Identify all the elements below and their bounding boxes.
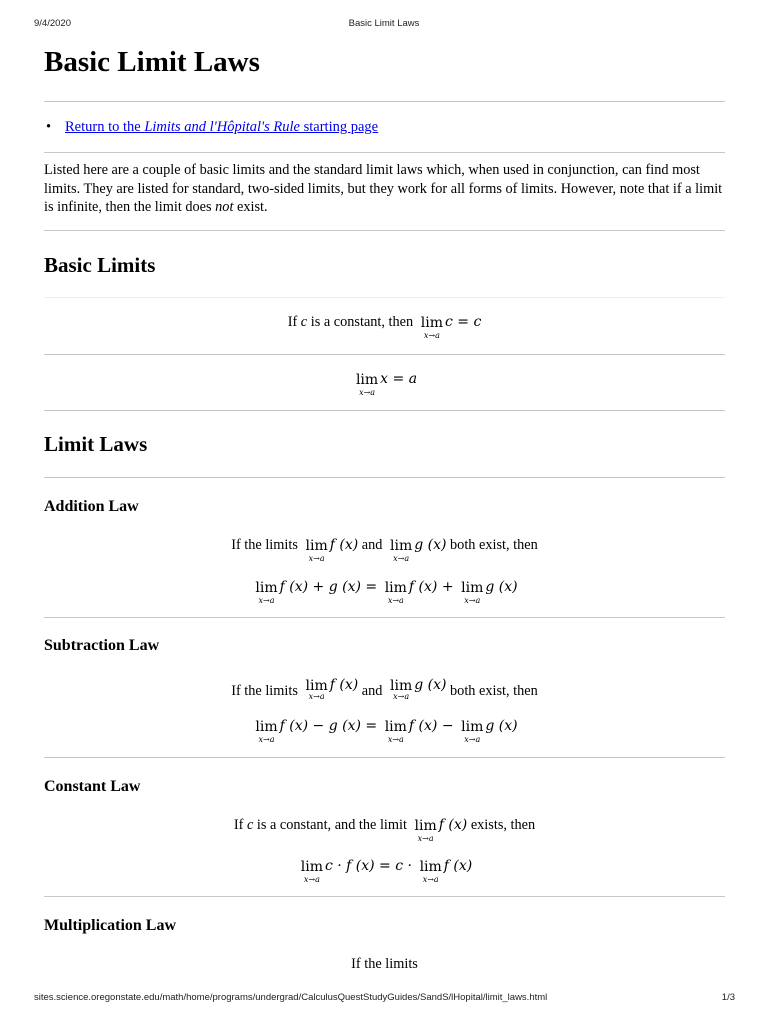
limit-laws-heading: Limit Laws (44, 432, 148, 456)
back-link[interactable]: Return to the Limits and l'Hôpital's Rule starting page (65, 119, 379, 135)
addition-law-heading: Addition Law (44, 498, 139, 515)
divider (44, 354, 725, 355)
subtraction-condition: If the limits lim x→a f (x) and lim x→a g (x) both exist, then (231, 677, 538, 701)
divider (44, 757, 725, 758)
print-url: sites.science.oregonstate.edu/math/home/programs/undergrad/CalculusQuestStudyGuides/SandS/lHopital/limit_laws.html (34, 992, 548, 1003)
back-link-list (65, 118, 378, 136)
divider (44, 896, 725, 897)
divider (44, 617, 725, 618)
basic-limits-heading: Basic Limits (44, 253, 156, 277)
multiplication-condition: If the limits (351, 956, 418, 972)
constant-formula: lim x→a c · f (x) = c · lim x→a f (x) (300, 858, 473, 884)
subtraction-law-heading: Subtraction Law (44, 637, 160, 654)
intro-paragraph: Listed here are a couple of basic limits and the standard limit laws which, when used in conjunction, can find most limits. They are listed for standard, two-sided limits, but they work for all forms of limits. However, note that if a limit is infinite, then the limit does not exist. (44, 162, 723, 215)
divider (44, 152, 725, 153)
back-link-item (65, 118, 378, 136)
lim-operator: lim x→a (420, 315, 443, 340)
divider (44, 477, 725, 478)
addition-formula: lim x→a f (x) + g (x) = lim x→a f (x) + lim x→a g (x) (255, 579, 518, 605)
print-page-number: 1/3 (721, 992, 735, 1003)
divider (44, 230, 725, 231)
divider (44, 410, 725, 411)
lim-operator: lim x→a (355, 372, 379, 397)
constant-law-heading: Constant Law (44, 778, 141, 795)
constant-limit-line: If c is a constant, then lim x→a c = c (287, 314, 482, 340)
subtraction-formula: lim x→a f (x) − g (x) = lim x→a f (x) − lim x→a g (x) (255, 718, 518, 744)
identity-limit-formula: x = a (380, 371, 418, 387)
identity-limit-line (44, 371, 725, 397)
divider (44, 297, 725, 298)
print-title: Basic Limit Laws (348, 18, 420, 29)
addition-condition: If the limits lim x→a f (x) and lim x→a g (x) both exist, then (231, 537, 538, 563)
multiplication-law-heading: Multiplication Law (44, 917, 177, 934)
divider (44, 101, 725, 102)
print-date: 9/4/2020 (34, 18, 71, 29)
constant-limit-formula: c = c (444, 314, 482, 330)
constant-condition: If c is a constant, and the limit lim x→a f (x) exists, then (233, 817, 536, 843)
page-title: Basic Limit Laws (44, 46, 260, 78)
